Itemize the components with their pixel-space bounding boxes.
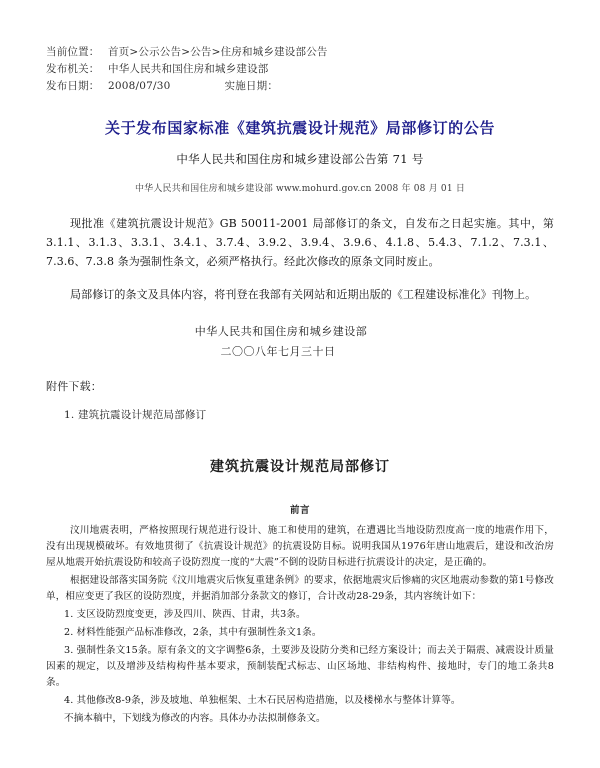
body-paragraph-1: 现批准《建筑抗震设计规范》GB 50011-2001 局部修订的条文，自发布之日起实施。其中，第 3.1.1、3.1.3、3.3.1、3.4.1、3.7.4、3.9.2、3.9.4、3.9.6、4.1.8、5.4.3、7.1.2、7.3.1、7.3.6、7.3.8 条为强制性条文，必须严格执行。经此次修改的原条文同时废止。 [46,217,554,268]
meta-label-effective-date: 实施日期： [224,80,279,92]
revision-title: 建筑抗震设计规范局部修订 [210,459,390,475]
preface-paragraph-2: 根据建设部落实国务院《汶川地震灾后恢复重建条例》的要求，依据地震灾后惨痛的灾区地震动参数的第1号修改单，相应变更了我区的设防烈度，并据消加部分条款文的修订，合计改动28-29条，其内容统计如下： [46,575,554,602]
preface-heading: 前言 [289,505,310,516]
document-number: 中华人民共和国住房和城乡建设部公告第 71 号 [176,152,424,166]
meta-row-location [46,44,554,61]
list-item: 3. 强制性条文15条。原有条文的文字调整6条，土要涉及设防分类和已经方案设计；而去关于隔震、减震设计质量因素的规定，以及增涉及结构构件基本要求，预制装配式标志、山区场地、非结构构件、接地时，专门的地工条共8条。 [46,645,554,688]
list-item: 不摘本稿中，下划线为修改的内容。具体办办法拟制修条文。 [64,713,326,724]
meta-value-issuer: 中华人民共和国住房和城乡建设部 [108,63,269,75]
document-meta [46,44,554,95]
list-item: 4. 其他修改8-9条，涉及坡地、单独框架、土木石民居构造措施，以及楼梯水与整体计算等。 [64,695,461,706]
meta-value-location: 首页>公示公告>公告>住房和城乡建设部公告 [108,46,328,58]
attachments-title: 附件下载： [46,380,102,393]
signature-date: 二〇〇八年七月三十日 [220,345,336,358]
document-source: 中华人民共和国住房和城乡建设部 www.mohurd.gov.cn 2008 年 08 月 01 日 [134,184,466,194]
page-title: 关于发布国家标准《建筑抗震设计规范》局部修订的公告 [104,119,495,137]
meta-label-publish-date: 发布日期： [46,80,100,92]
body-paragraph-2: 局部修订的条文及具体内容，将刊登在我部有关网站和近期出版的《工程建设标准化》刊物上。 [70,288,537,301]
signature-organization: 中华人民共和国住房和城乡建设部 [194,325,368,338]
attachment-link[interactable]: 1. 建筑抗震设计规范局部修订 [64,409,207,421]
preface-body [46,523,554,727]
preface-paragraph-1: 汶川地震表明，严格按照现行规范进行设计、施工和使用的建筑，在遭遇比当地设防烈度高一度的地震作用下，没有出现规模破坏。有效地贯彻了《抗震设计规范》的抗震设防目标。说明我国从1976年唐山地震后，建设和改治房屋从地震开始抗震设防和较高子设防烈度一度的“大震”不倒的设防目标进行抗震设计的决定，是正确的。 [46,525,554,568]
meta-row-date [46,78,554,95]
meta-row-issuer [46,61,554,78]
meta-label-issuer: 发布机关： [46,63,100,75]
meta-label-location: 当前位置： [46,46,100,58]
list-item: 2. 材料性能强产品标准修改，2条，其中有强制性条文1条。 [64,627,322,638]
document-body [46,214,554,304]
signature-block [46,322,554,362]
list-item: 1. 支区设防烈度变更，涉及四川、陕西、甘肃，共3条。 [64,609,306,620]
meta-value-publish-date: 2008/07/30 [108,80,171,92]
